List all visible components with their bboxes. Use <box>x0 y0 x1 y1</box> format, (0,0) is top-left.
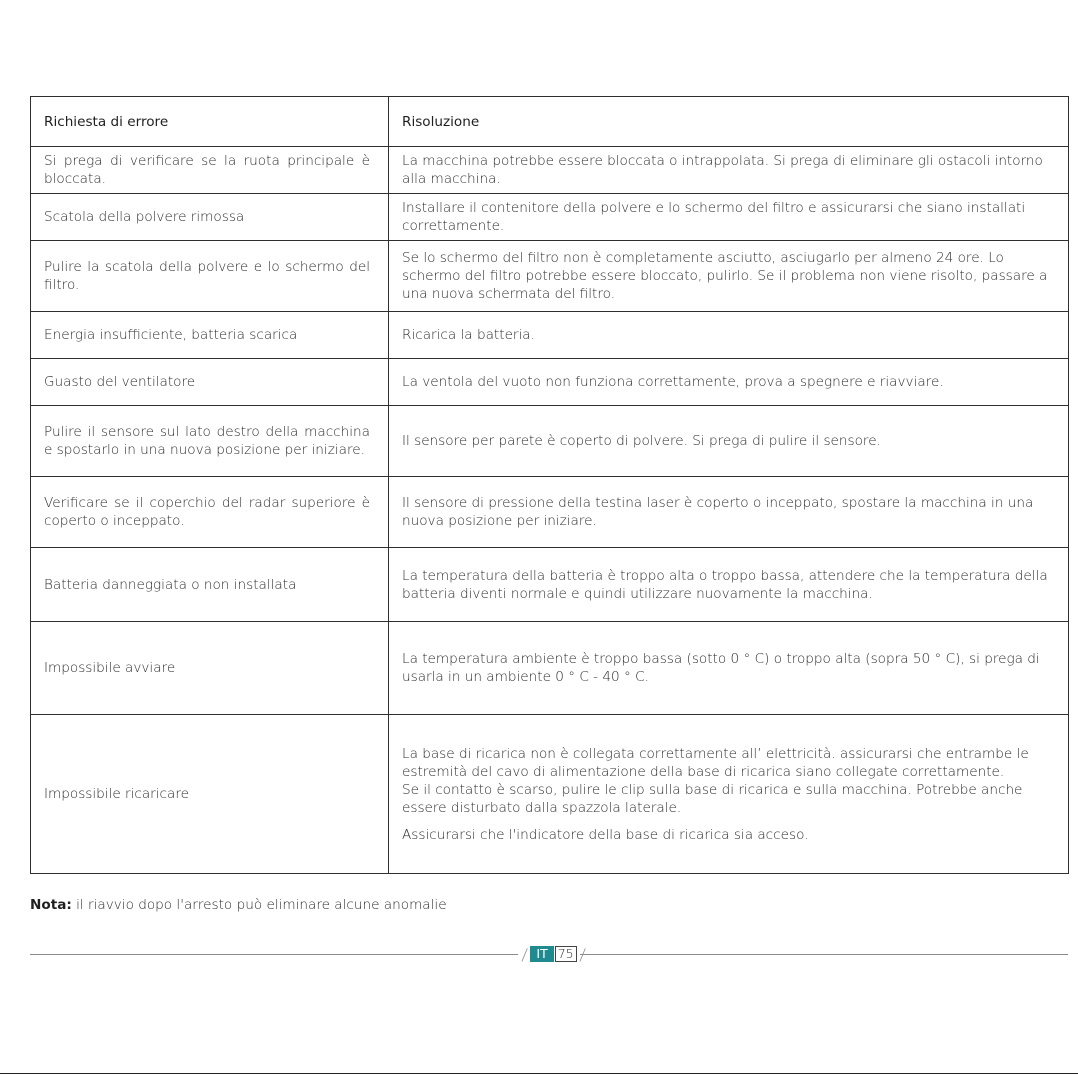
note <box>30 897 447 913</box>
paragraph-gap <box>402 817 1066 826</box>
table-body <box>31 147 1069 874</box>
solution-cell <box>389 477 1069 548</box>
solution-paragraph: La temperatura ambiente è troppo bassa (sotto 0 ° C) o troppo alta (sopra 50 ° C), si prega di usarla in un ambiente 0 ° C - 40 ° C. <box>402 651 1040 685</box>
solution-paragraph: La temperatura della batteria è troppo alta o troppo bassa, attendere che la temperatura della batteria diventi normale e quindi utilizzare nuovamente la macchina. <box>402 567 1048 602</box>
solution-cell <box>389 715 1069 874</box>
table-row <box>31 406 1069 477</box>
table-row <box>31 477 1069 548</box>
table-row <box>31 715 1069 874</box>
solution-paragraph: Il sensore di pressione della testina laser è coperto o inceppato, spostare la macchina in una nuova posizione per iniziare. <box>402 495 1034 529</box>
solution-cell <box>389 406 1069 477</box>
page-bottom-rule <box>0 1073 1078 1074</box>
language-badge: IT <box>530 946 553 962</box>
table-row <box>31 312 1069 359</box>
error-table <box>30 96 1069 874</box>
solution-cell <box>389 194 1069 241</box>
solution-cell <box>389 622 1069 715</box>
table-row <box>31 194 1069 241</box>
header-resolution: Risoluzione <box>389 97 1069 147</box>
solution-paragraph: La macchina potrebbe essere bloccata o intrappolata. Si prega di eliminare gli ostacoli intorno alla macchina. <box>402 153 1043 187</box>
solution-paragraph: Se lo schermo del filtro non è completamente asciutto, asciugarlo per almeno 24 ore. Lo schermo del filtro potrebbe essere bloccato, pulirlo. Se il problema non viene risolto, passare a una nuova schermata del filtro. <box>402 250 1048 302</box>
solution-paragraph: Ricarica la batteria. <box>402 327 535 343</box>
solution-paragraph: La base di ricarica non è collegata correttamente all’ elettricità. assicurarsi che entrambe le estremità del cavo di alimentazione della base di ricarica siano collegate correttamente. <box>402 745 1029 780</box>
cause-cell: Guasto del ventilatore <box>31 359 389 406</box>
cause-cell: Scatola della polvere rimossa <box>31 194 389 241</box>
page-number: 75 <box>555 946 577 962</box>
cause-cell: Pulire la scatola della polvere e lo schermo del filtro. <box>31 241 389 312</box>
footer-rule-left <box>30 954 518 955</box>
header-error-request: Richiesta di errore <box>31 97 389 147</box>
solution-cell <box>389 241 1069 312</box>
table-row <box>31 147 1069 194</box>
note-label: Nota: <box>30 897 72 913</box>
note-text: il riavvio dopo l'arresto può eliminare alcune anomalie <box>71 897 447 913</box>
footer-rule-right <box>580 954 1068 955</box>
cause-cell: Batteria danneggiata o non installata <box>31 548 389 622</box>
solution-cell <box>389 147 1069 194</box>
cause-cell: Energia insufficiente, batteria scarica <box>31 312 389 359</box>
cause-cell: Verificare se il coperchio del radar superiore è coperto o inceppato. <box>31 477 389 548</box>
cause-cell: Pulire il sensore sul lato destro della macchina e spostarlo in una nuova posizione per iniziare. <box>31 406 389 477</box>
solution-paragraph: Il sensore per parete è coperto di polvere. Si prega di pulire il sensore. <box>402 433 881 449</box>
table-header-row <box>31 97 1069 147</box>
solution-paragraph: La ventola del vuoto non funziona correttamente, prova a spegnere e riavviare. <box>402 374 944 390</box>
solution-cell <box>389 359 1069 406</box>
cause-cell: Impossibile ricaricare <box>31 715 389 874</box>
solution-paragraph: Installare il contenitore della polvere e lo schermo del filtro e assicurarsi che siano installati correttamente. <box>402 200 1026 234</box>
solution-cell <box>389 312 1069 359</box>
cause-cell: Si prega di verificare se la ruota principale è bloccata. <box>31 147 389 194</box>
solution-cell <box>389 548 1069 622</box>
table-row <box>31 622 1069 715</box>
table-row <box>31 548 1069 622</box>
page-indicator <box>519 945 588 963</box>
solution-paragraph: Assicurarsi che l'indicatore della base di ricarica sia acceso. <box>402 826 809 843</box>
table-row <box>31 241 1069 312</box>
slash-icon: / <box>521 944 529 964</box>
table-row <box>31 359 1069 406</box>
cause-cell: Impossibile avviare <box>31 622 389 715</box>
solution-paragraph: Se il contatto è scarso, pulire le clip sulla base di ricarica e sulla macchina. Potrebbe anche essere disturbato dalla spazzola laterale. <box>402 781 1023 816</box>
